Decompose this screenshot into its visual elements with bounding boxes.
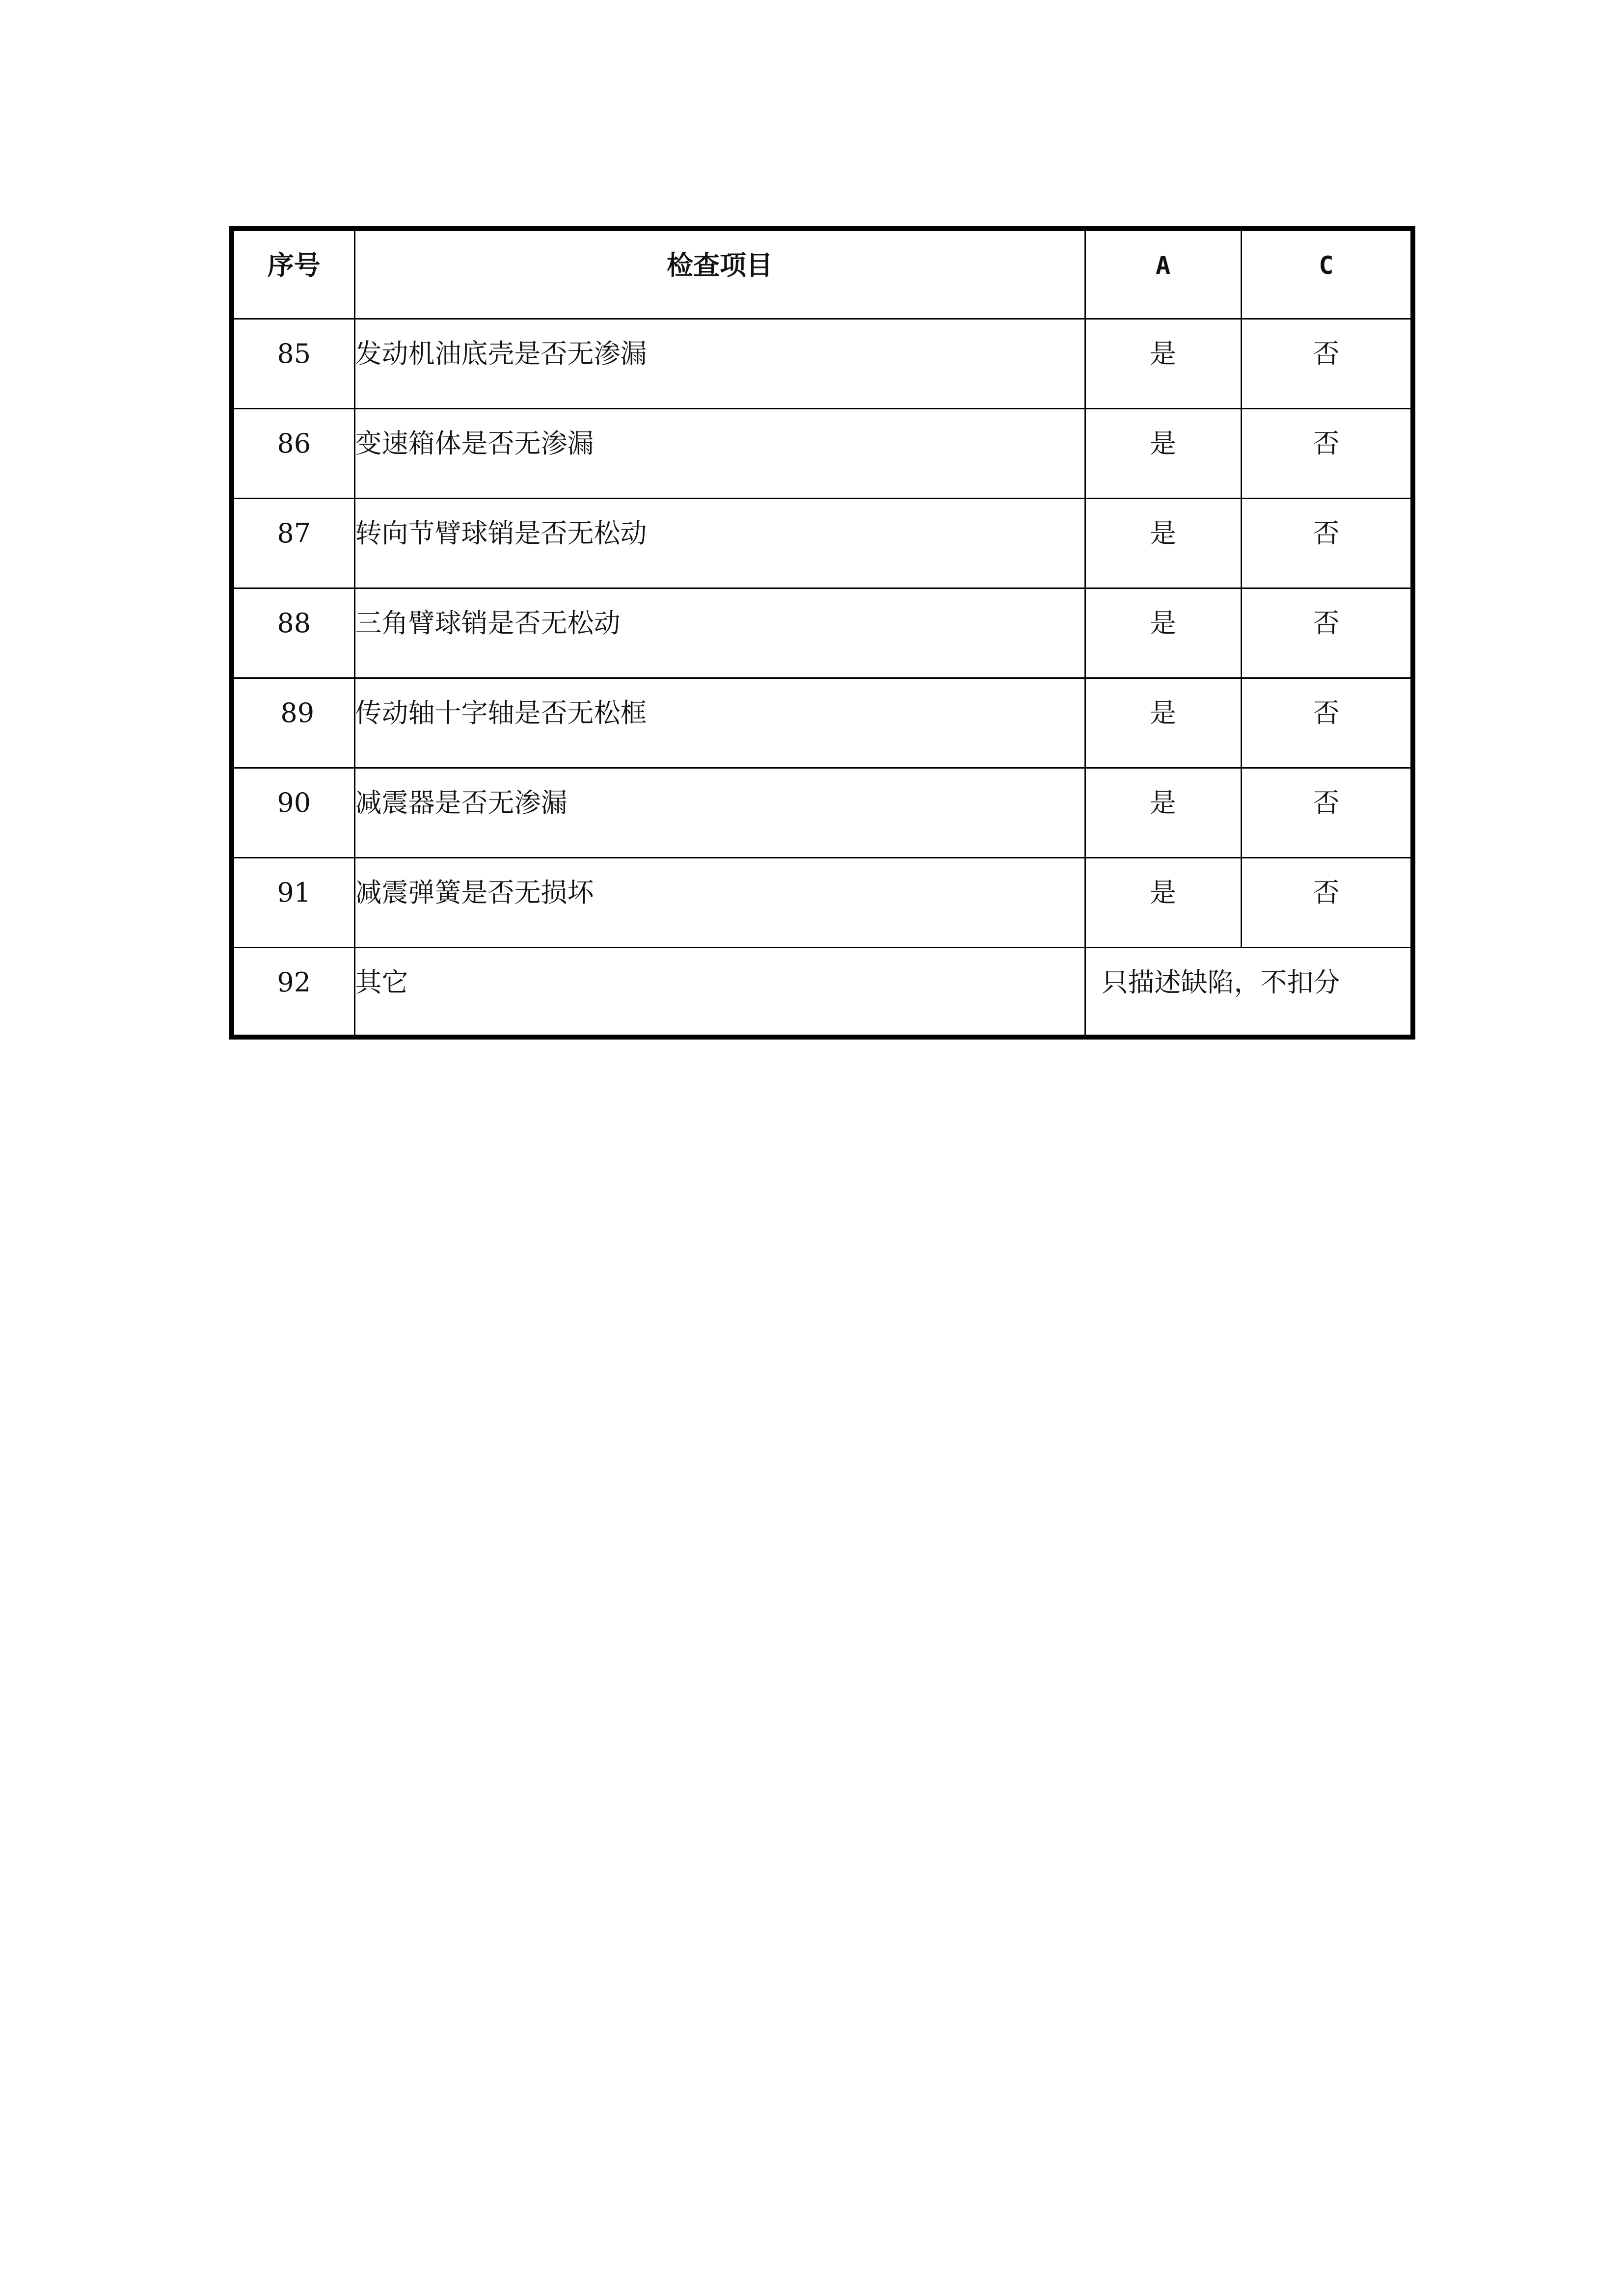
table-row xyxy=(232,498,1413,588)
row-a-value: 是 xyxy=(1085,857,1241,947)
table-row xyxy=(232,768,1413,857)
row-no: 92 xyxy=(232,947,354,1037)
row-item: 减震器是否无渗漏 xyxy=(354,768,1085,857)
header-item: 检查项目 xyxy=(354,229,1085,319)
row-no: 90 xyxy=(232,768,354,857)
header-a: A xyxy=(1085,229,1241,319)
row-a-value: 是 xyxy=(1085,588,1241,678)
row-item: 减震弹簧是否无损坏 xyxy=(354,857,1085,947)
row-note: 只描述缺陷，不扣分 xyxy=(1085,947,1413,1037)
table-row xyxy=(232,319,1413,408)
row-c-value: 否 xyxy=(1241,498,1413,588)
row-a-value: 是 xyxy=(1085,408,1241,498)
row-no: 86 xyxy=(232,408,354,498)
table-row xyxy=(232,588,1413,678)
row-no: 91 xyxy=(232,857,354,947)
header-no: 序号 xyxy=(232,229,354,319)
row-a-value: 是 xyxy=(1085,498,1241,588)
row-no: 87 xyxy=(232,498,354,588)
row-a-value: 是 xyxy=(1085,678,1241,768)
table-row xyxy=(232,678,1413,768)
row-no: 88 xyxy=(232,588,354,678)
row-c-value: 否 xyxy=(1241,588,1413,678)
row-c-value: 否 xyxy=(1241,319,1413,408)
row-item: 变速箱体是否无渗漏 xyxy=(354,408,1085,498)
table-row xyxy=(232,857,1413,947)
row-c-value: 否 xyxy=(1241,857,1413,947)
table-header-row xyxy=(232,229,1413,319)
row-item: 发动机油底壳是否无渗漏 xyxy=(354,319,1085,408)
row-no: 85 xyxy=(232,319,354,408)
row-no: 89 xyxy=(232,678,354,768)
row-a-value: 是 xyxy=(1085,319,1241,408)
row-item: 三角臂球销是否无松动 xyxy=(354,588,1085,678)
row-item: 转向节臂球销是否无松动 xyxy=(354,498,1085,588)
row-item: 其它 xyxy=(354,947,1085,1037)
table-row-other xyxy=(232,947,1413,1037)
row-item: 传动轴十字轴是否无松框 xyxy=(354,678,1085,768)
row-a-value: 是 xyxy=(1085,768,1241,857)
table-row xyxy=(232,408,1413,498)
header-c: C xyxy=(1241,229,1413,319)
row-c-value: 否 xyxy=(1241,768,1413,857)
row-c-value: 否 xyxy=(1241,678,1413,768)
row-c-value: 否 xyxy=(1241,408,1413,498)
inspection-table xyxy=(229,226,1415,1040)
